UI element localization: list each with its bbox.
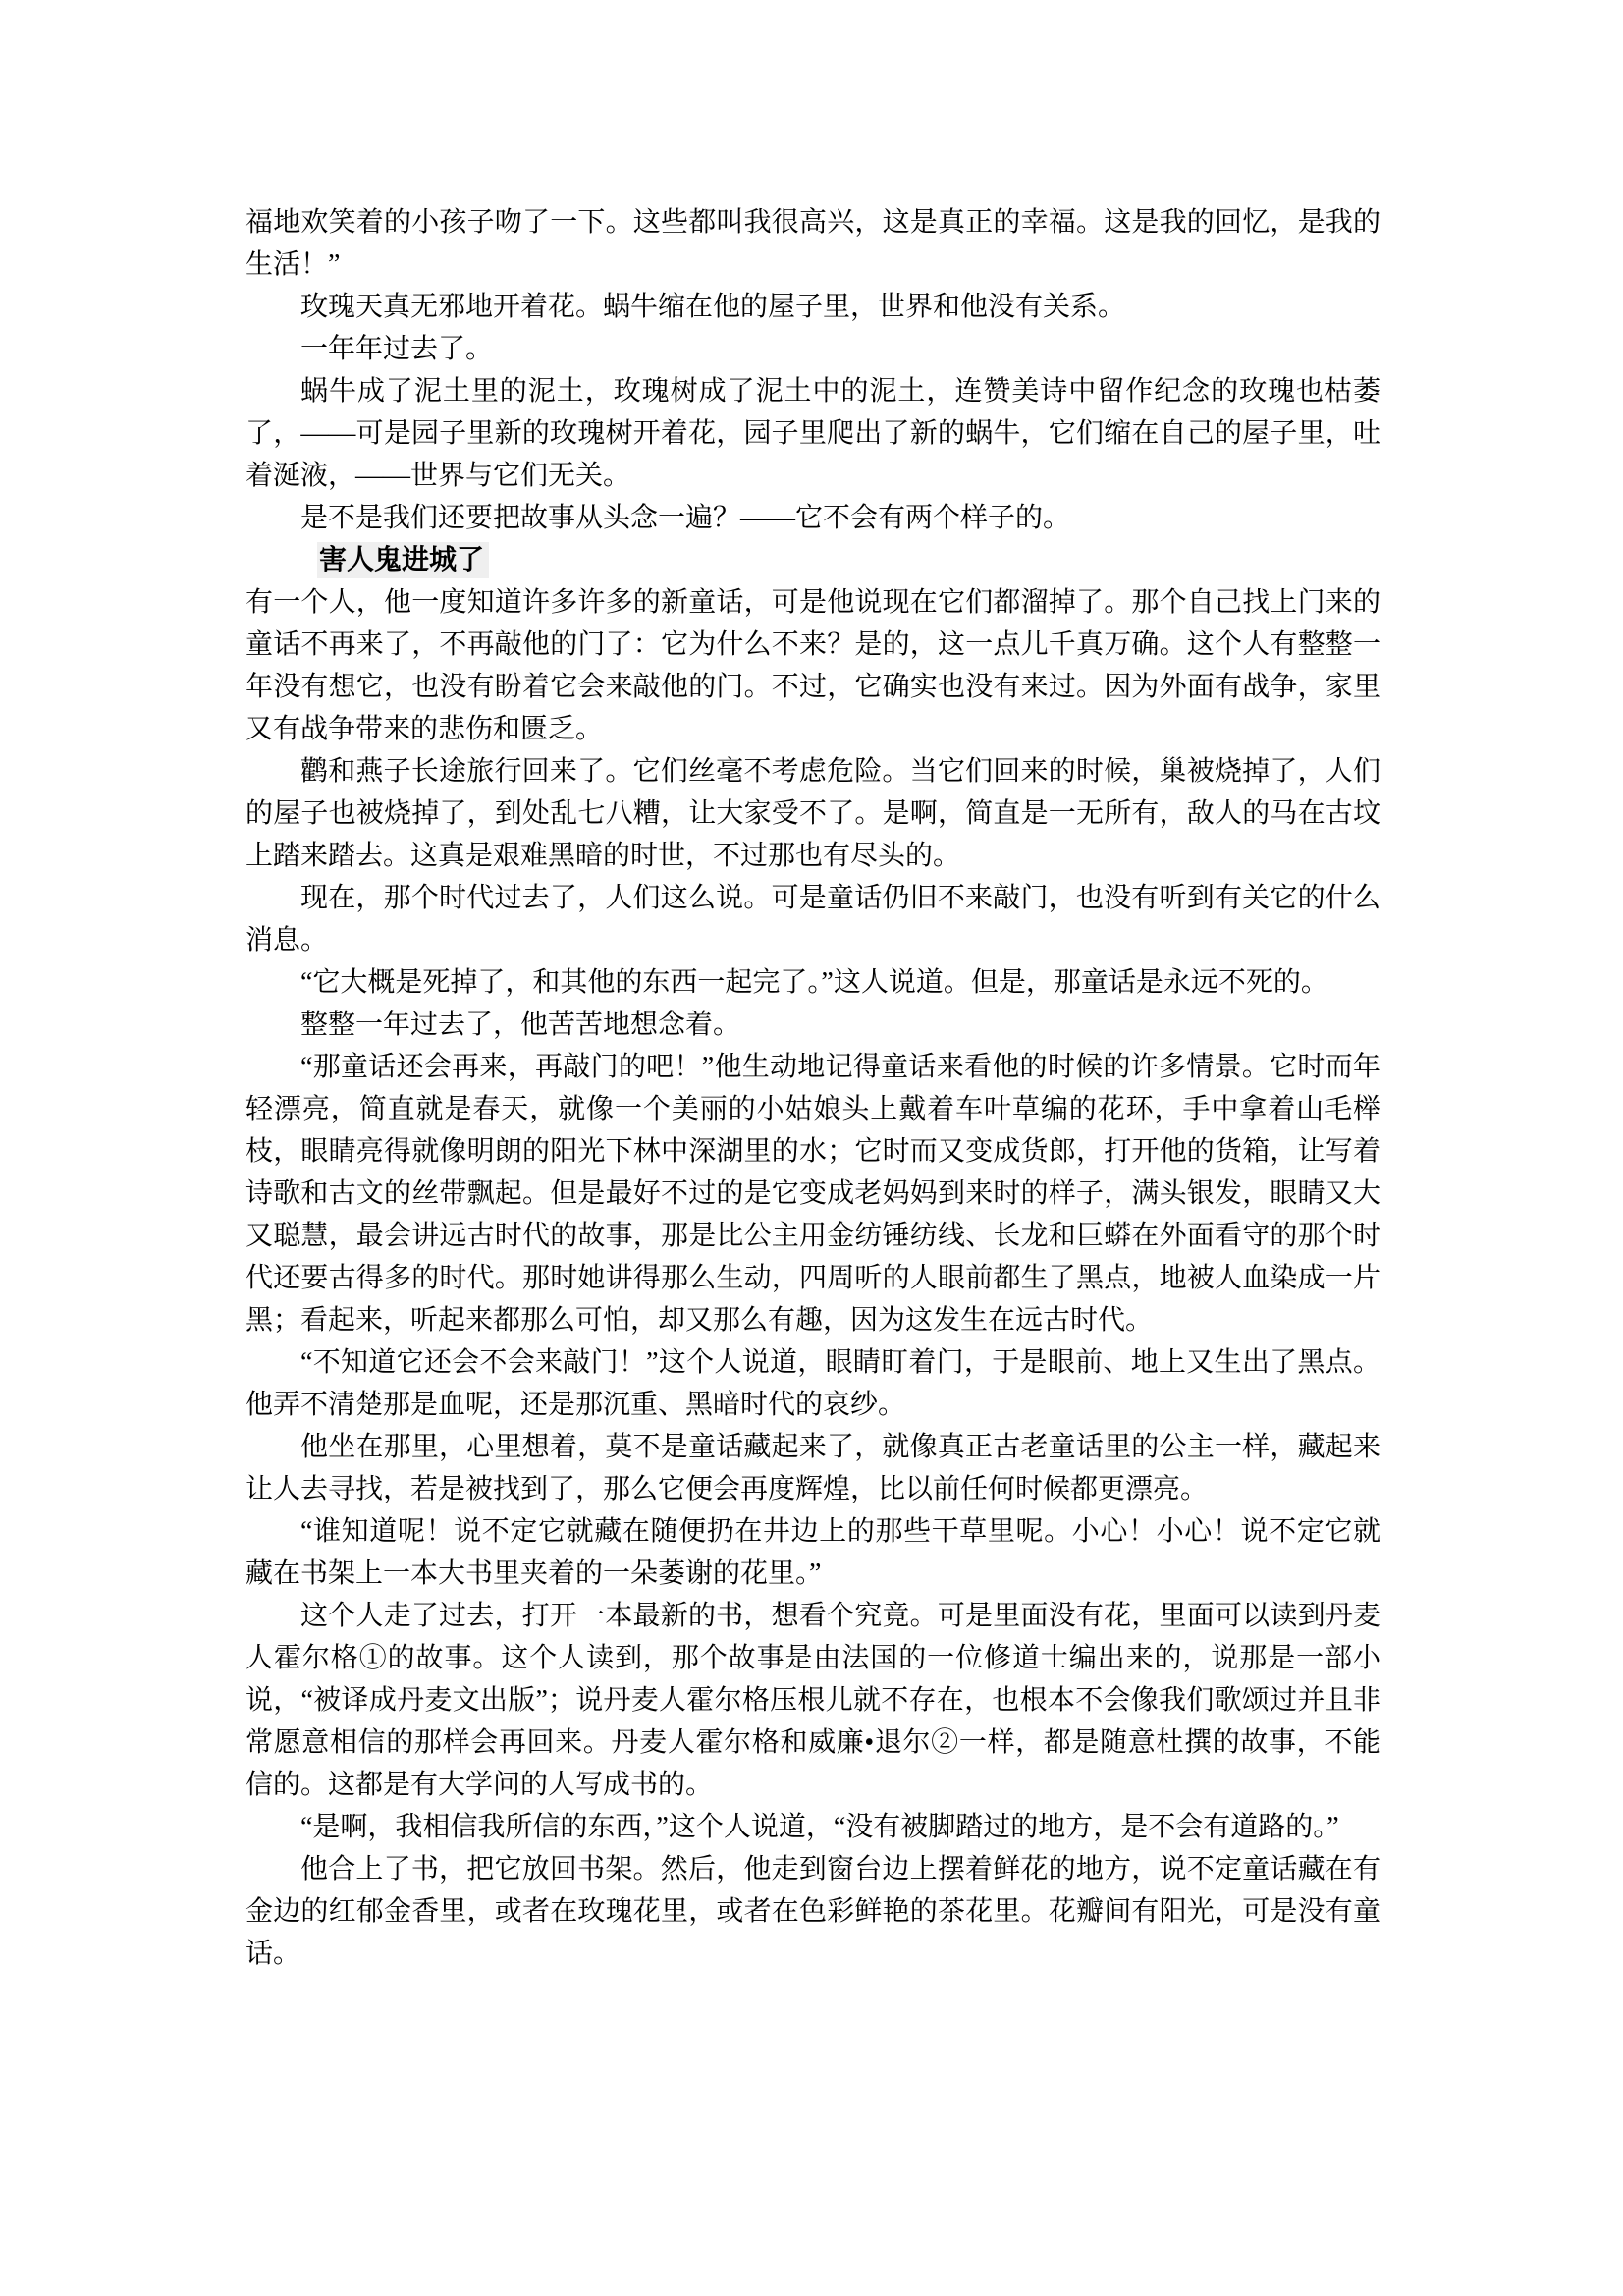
paragraph: 他坐在那里，心里想着，莫不是童话藏起来了，就像真正古老童话里的公主一样，藏起来让人去寻找，若是被找到了，那么它便会再度辉煌，比以前任何时候都更漂亮。 <box>245 1432 1380 1504</box>
paragraph: 有一个人，他一度知道许多许多的新童话，可是他说现在它们都溜掉了。那个自己找上门来的童话不再来了，不再敲他的门了：它为什么不来？是的，这一点儿千真万确。这个人有整整一年没有想它，也没有盼着它会来敲他的门。不过，它确实也没有来过。因为外面有战争，家里又有战争带来的悲伤和匮乏。 <box>245 587 1380 744</box>
paragraph: 整整一年过去了，他苦苦地想念着。 <box>300 1010 741 1040</box>
paragraph: 这个人走了过去，打开一本最新的书，想看个究竟。可是里面没有花，里面可以读到丹麦人霍尔格①的故事。这个人读到，那个故事是由法国的一位修道士编出来的，说那是一部小说，“被译成丹麦文出版”；说丹麦人霍尔格压根儿就不存在，也根本不会像我们歌颂过并且非常愿意相信的那样会再回来。丹麦人霍尔格和威廉•退尔②一样，都是随意杜撰的故事，不能信的。这都是有大学问的人写成书的。 <box>245 1601 1380 1800</box>
paragraph: “不知道它还会不会来敲门！”这个人说道，眼睛盯着门，于是眼前、地上又生出了黑点。他弄不清楚那是血呢，还是那沉重、黑暗时代的哀纱。 <box>245 1347 1380 1420</box>
paragraph: “谁知道呢！说不定它就藏在随便扔在井边上的那些干草里呢。小心！小心！说不定它就藏在书架上一本大书里夹着的一朵萎谢的花里。” <box>245 1516 1380 1589</box>
section-title-text: 害人鬼进城了 <box>317 542 489 578</box>
paragraph: “那童话还会再来，再敲门的吧！”他生动地记得童话来看他的时候的许多情景。它时而年轻漂亮，简直就是春天，就像一个美丽的小姑娘头上戴着车叶草编的花环，手中拿着山毛榉枝，眼睛亮得就像明朗的阳光下林中深湖里的水；它时而又变成货郎，打开他的货箱，让写着诗歌和古文的丝带飘起。但是最好不过的是它变成老妈妈到来时的样子，满头银发，眼睛又大又聪慧，最会讲远古时代的故事，那是比公主用金纺锤纺线、长龙和巨蟒在外面看守的那个时代还要古得多的时代。那时她讲得那么生动，四周听的人眼前都生了黑点，地被人血染成一片黑；看起来，听起来都那么可怕，却又那么有趣，因为这发生在远古时代。 <box>245 1052 1380 1336</box>
paragraph: “是啊，我相信我所信的东西，”这个人说道，“没有被脚踏过的地方，是不会有道路的。” <box>300 1812 1339 1842</box>
paragraph: 蜗牛成了泥土里的泥土，玫瑰树成了泥土中的泥土，连赞美诗中留作纪念的玫瑰也枯萎了，——可是园子里新的玫瑰树开着花，园子里爬出了新的蜗牛，它们缩在自己的屋子里，吐着涎液，——世界与它们无关。 <box>245 376 1380 491</box>
text-block <box>245 201 1380 1975</box>
section-title <box>245 539 1380 581</box>
paragraph: 福地欢笑着的小孩子吻了一下。这些都叫我很高兴，这是真正的幸福。这是我的回忆，是我的生活！” <box>245 207 1380 280</box>
paragraph: 玫瑰天真无邪地开着花。蜗牛缩在他的屋子里，世界和他没有关系。 <box>300 292 1126 322</box>
paragraph: 现在，那个时代过去了，人们这么说。可是童话仍旧不来敲门，也没有听到有关它的什么消息。 <box>245 883 1380 956</box>
paragraph: “它大概是死掉了，和其他的东西一起完了。”这人说道。但是，那童话是永远不死的。 <box>300 967 1328 998</box>
paragraph: 是不是我们还要把故事从头念一遍？——它不会有两个样子的。 <box>300 503 1071 533</box>
paragraph: 他合上了书，把它放回书架。然后，他走到窗台边上摆着鲜花的地方，说不定童话藏在有金边的红郁金香里，或者在玫瑰花里，或者在色彩鲜艳的茶花里。花瓣间有阳光，可是没有童话。 <box>245 1854 1380 1969</box>
paragraph: 一年年过去了。 <box>300 334 494 364</box>
paragraph: 鹳和燕子长途旅行回来了。它们丝毫不考虑危险。当它们回来的时候，巢被烧掉了，人们的屋子也被烧掉了，到处乱七八糟，让大家受不了。是啊，简直是一无所有，敌人的马在古坟上踏来踏去。这真是艰难黑暗的时世，不过那也有尽头的。 <box>245 756 1380 871</box>
